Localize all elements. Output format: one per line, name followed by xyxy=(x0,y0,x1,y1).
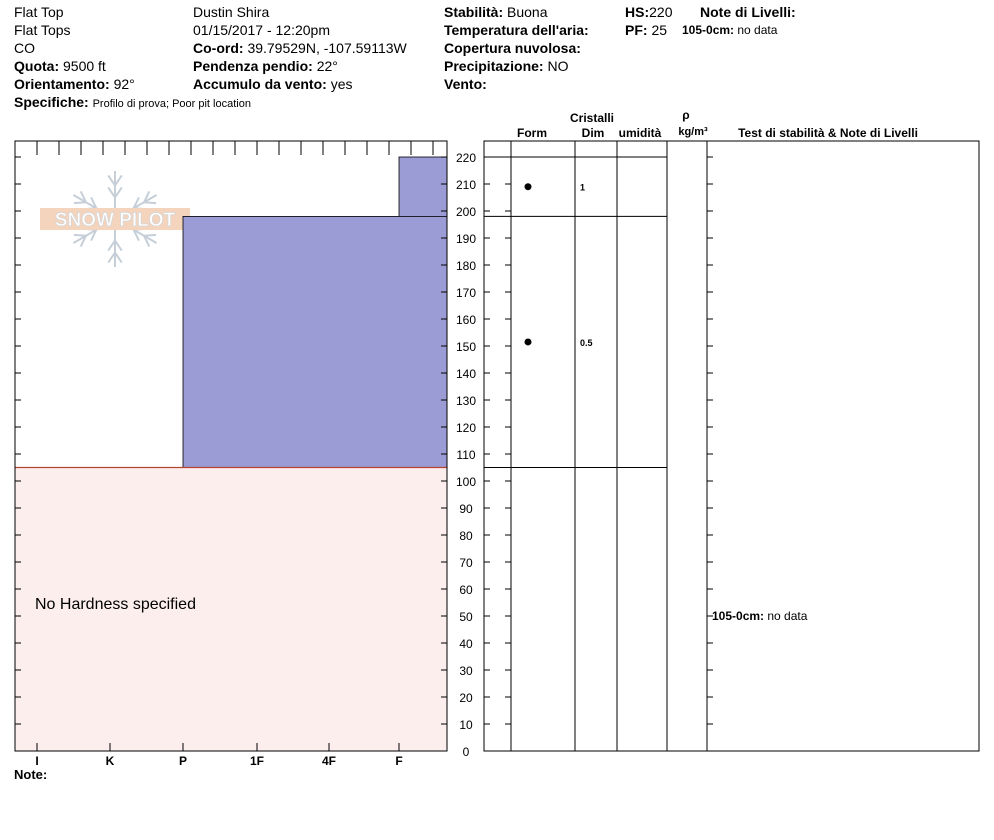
wind-label: Vento: xyxy=(444,76,487,92)
range: Flat Tops xyxy=(14,22,71,38)
coord-label: Co-ord: xyxy=(193,40,244,56)
crystal-form-marker xyxy=(525,338,532,345)
coord-value: 39.79529N, -107.59113W xyxy=(247,40,407,56)
stability-value: Buona xyxy=(507,4,548,20)
y-tick-label: 160 xyxy=(455,313,477,327)
layer-notes-title: Note di Livelli: xyxy=(700,4,796,20)
y-tick-label: 150 xyxy=(455,340,477,354)
slope-value: 22° xyxy=(316,58,338,74)
wind-loading-value: yes xyxy=(330,76,353,92)
pf-value: 25 xyxy=(651,22,668,38)
stability-note: 105-0cm: no data xyxy=(712,609,808,623)
crystal-size-label: 1 xyxy=(580,182,586,193)
hs-label: HS: xyxy=(625,4,650,20)
hardness-layer-bar xyxy=(183,216,447,467)
y-tick-label: 210 xyxy=(455,178,477,192)
datetime: 01/15/2017 - 12:20pm xyxy=(193,22,330,38)
y-tick-label: 0 xyxy=(462,745,470,759)
y-tick-label: 60 xyxy=(459,583,473,597)
y-tick-label: 30 xyxy=(459,664,473,678)
state: CO xyxy=(14,40,35,56)
snowpilot-logo xyxy=(40,171,190,267)
y-tick-label: 220 xyxy=(455,151,477,165)
pf-label: PF: xyxy=(625,22,648,38)
hardness-layer-bar xyxy=(399,157,447,216)
wind-loading-label: Accumulo da vento: xyxy=(193,76,327,92)
y-tick-label: 200 xyxy=(455,205,477,219)
crystal-table-frame xyxy=(484,141,979,751)
moisture-header: umidità xyxy=(618,126,662,140)
y-tick-label: 190 xyxy=(455,232,477,246)
notes-label: Note: xyxy=(14,767,48,782)
aspect-label: Orientamento: xyxy=(14,76,110,92)
precip-label: Precipitazione: xyxy=(444,58,544,74)
x-tick-label: P xyxy=(178,754,188,768)
y-tick-label: 10 xyxy=(459,718,473,732)
hs-value: 220 xyxy=(649,4,673,20)
x-tick-label: 1F xyxy=(249,754,265,768)
air-temp-label: Temperatura dell'aria: xyxy=(444,22,589,38)
elevation-label: Quota: xyxy=(14,58,60,74)
x-tick-label: K xyxy=(105,754,115,768)
y-tick-label: 130 xyxy=(455,394,477,408)
precip-value: NO xyxy=(547,58,569,74)
y-tick-label: 90 xyxy=(459,502,473,516)
y-tick-label: 140 xyxy=(455,367,477,381)
location: Flat Top xyxy=(14,4,64,20)
crystals-header: Cristalli xyxy=(569,111,615,125)
x-tick-label: 4F xyxy=(321,754,337,768)
rho-header: ρ xyxy=(682,108,690,122)
y-tick-label: 110 xyxy=(456,448,476,462)
stability-label: Stabilità: xyxy=(444,4,504,20)
y-tick-label: 70 xyxy=(459,556,473,570)
observer: Dustin Shira xyxy=(193,4,270,20)
stability-notes-header: Test di stabilità & Note di Livelli xyxy=(738,126,918,140)
density-unit-header: kg/m³ xyxy=(678,126,708,138)
layer-notes-range: 105-0cm: xyxy=(682,23,735,37)
x-tick-label: I xyxy=(35,754,39,768)
y-tick-label: 180 xyxy=(455,259,477,273)
specifics-value: Profilo di prova; Poor pit location xyxy=(92,98,251,110)
form-header: Form xyxy=(517,126,547,140)
cloud-label: Copertura nuvolosa: xyxy=(444,40,581,56)
slope-label: Pendenza pendio: xyxy=(193,58,313,74)
no-hardness-label: No Hardness specified xyxy=(35,596,196,613)
y-tick-label: 40 xyxy=(459,637,473,651)
y-tick-label: 120 xyxy=(455,421,477,435)
dim-header: Dim xyxy=(581,126,605,140)
aspect-value: 92° xyxy=(113,76,135,92)
y-tick-label: 80 xyxy=(459,529,473,543)
crystal-form-marker xyxy=(525,183,532,190)
logo-text: SNOW PILOT xyxy=(54,210,176,231)
x-tick-label: F xyxy=(395,754,403,768)
crystal-size-label: 0.5 xyxy=(580,337,593,348)
y-tick-label: 20 xyxy=(459,691,473,705)
specifics-label: Specifiche: xyxy=(14,94,89,110)
y-tick-label: 50 xyxy=(459,610,473,624)
y-tick-label: 170 xyxy=(455,286,477,300)
layer-notes-text: no data xyxy=(737,23,778,37)
elevation-value: 9500 ft xyxy=(63,58,106,74)
y-tick-label: 100 xyxy=(455,475,477,489)
